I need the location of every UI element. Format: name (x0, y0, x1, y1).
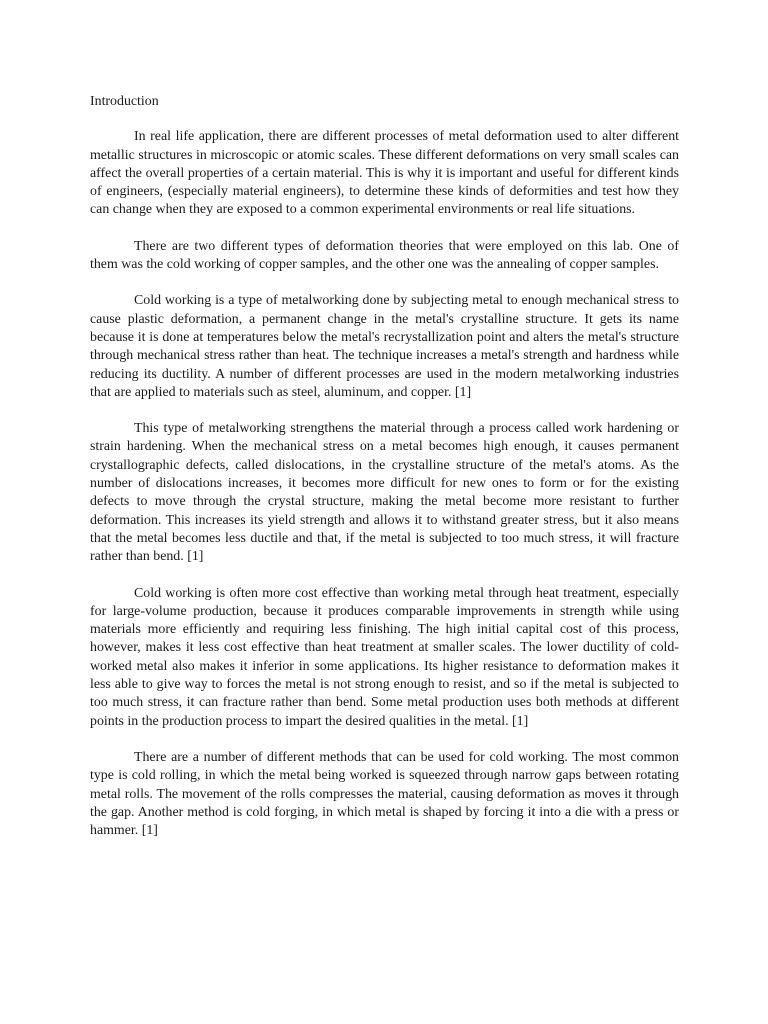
paragraph-cold-working-definition: Cold working is a type of metalworking done by subjecting metal to enough mechanical stress to cause plastic deformation, a permanent change in the metal's crystalline structure. It gets its name because it is done at temperatures below the metal's recrystallization point and alters the metal's structure through mechanical stress rather than heat. The technique increases a metal's strength and hardness while reducing its ductility. A number of different processes are used in the modern metalworking industries that are applied to materials such as steel, aluminum, and copper. [1] (90, 293, 679, 400)
paragraph-intro: In real life application, there are different processes of metal deformation used to alter different metallic structures in microscopic or atomic scales. These different deformations on very small scales can affect the overall properties of a certain material. This is why it is important and useful for different kinds of engineers, (especially material engineers), to determine these kinds of deformities and test how they can change when they are exposed to a common experimental environments or real life situations. (90, 129, 679, 218)
paragraph-deformation-theories: There are two different types of deformation theories that were employed on this lab. One of them was the cold working of copper samples, and the other one was the annealing of copper samples. (90, 238, 679, 273)
section-heading: Introduction (90, 94, 159, 109)
document-body (90, 93, 679, 858)
paragraph-cold-working-methods: There are a number of different methods that can be used for cold working. The most common type is cold rolling, in which the metal being worked is squeezed through narrow gaps between rotating metal rolls. The movement of the rolls compresses the material, causing deformation as moves it through the gap. Another method is cold forging, in which metal is shaped by forcing it into a die with a press or hammer. [1] (90, 749, 679, 839)
paragraph-work-hardening: This type of metalworking strengthens the material through a process called work hardening or strain hardening. When the mechanical stress on a metal becomes high enough, it causes permanent crystallographic defects, called dislocations, in the crystalline structure of the metal's atoms. As the number of dislocations increases, it becomes more difficult for new ones to form or for the existing defects to move through the crystal structure, making the metal become more resistant to further deformation. This increases its yield strength and allows it to withstand greater stress, but it also means that the metal becomes less ductile and that, if the metal is subjected to too much stress, it will fracture rather than bend. [1] (90, 421, 679, 565)
paragraph-cost-effectiveness: Cold working is often more cost effective than working metal through heat treatment, especially for large-volume production, because it produces comparable improvements in strength while using materials more efficiently and requiring less finishing. The high initial capital cost of this process, however, makes it less cost effective than heat treatment at smaller scales. The lower ductility of cold-worked metal also makes it inferior in some applications. Its higher resistance to deformation makes it less able to give way to forces the metal is not strong enough to resist, and so if the metal is subjected to too much stress, it can fracture rather than bend. Some metal production uses both methods at different points in the production process to impart the desired qualities in the metal. [1] (90, 585, 679, 729)
